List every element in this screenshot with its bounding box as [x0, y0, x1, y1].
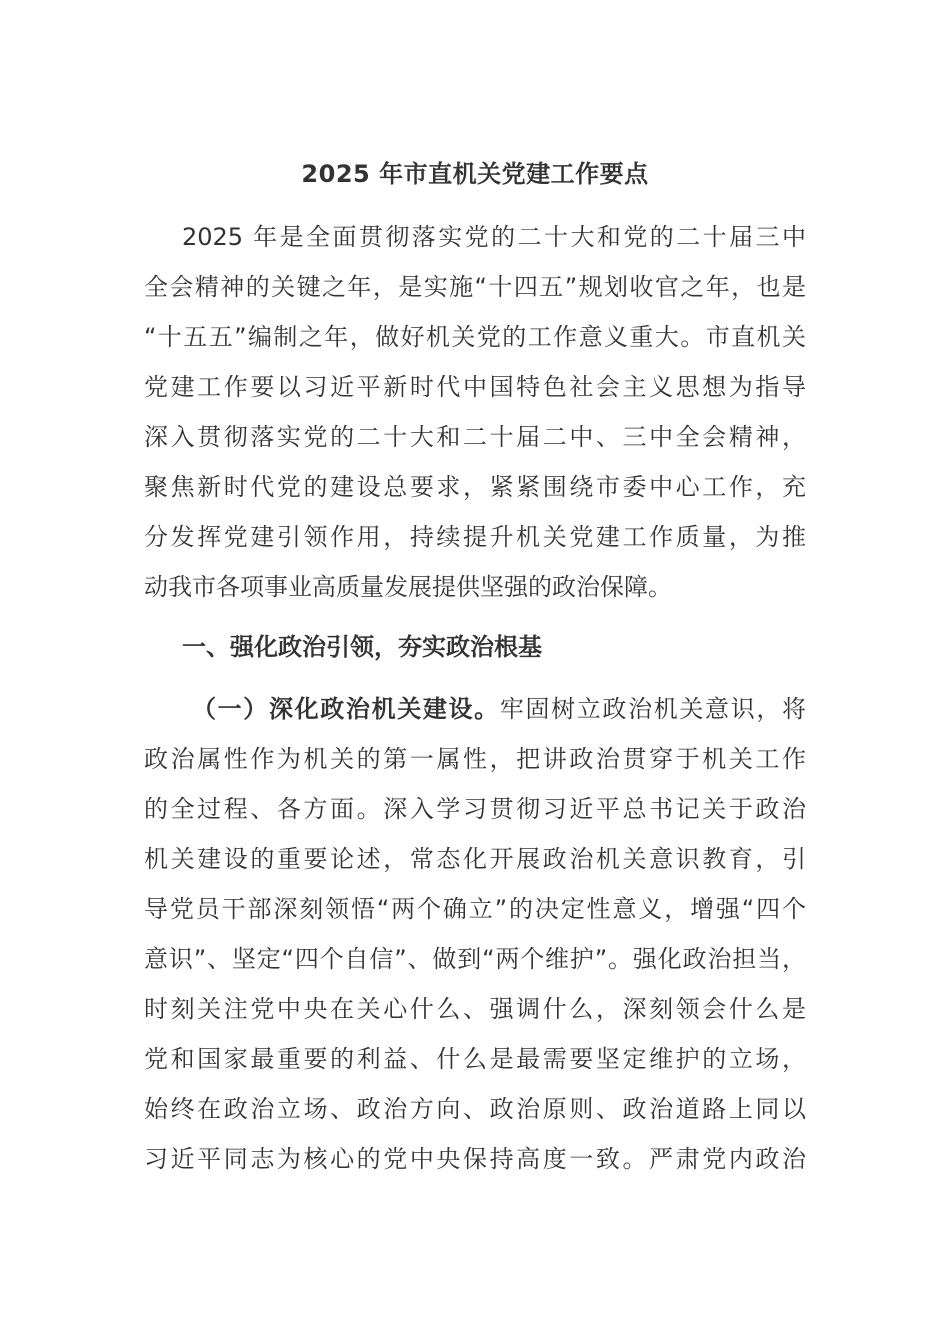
document-title: 2025 年市直机关党建工作要点 [301, 160, 649, 188]
body-line-3: 的全过程、各方面。深入学习贯彻习近平总书记关于政治 [144, 795, 806, 823]
body-line-9: 始终在政治立场、政治方向、政治原则、政治道路上同以 [144, 1095, 806, 1123]
body-line-7: 时刻关注党中央在关心什么、强调什么，深刻领会什么是 [144, 995, 806, 1023]
intro-line-7: 分发挥党建引领作用，持续提升机关党建工作质量，为推 [144, 523, 806, 551]
body-first-rest: 牢固树立政治机关意识，将 [499, 695, 806, 723]
body-line-6: 意识”、坚定“四个自信”、做到“两个维护”。强化政治担当， [144, 945, 806, 973]
sub-heading: （一）深化政治机关建设。 [192, 695, 500, 723]
intro-line-5: 深入贯彻落实党的二十大和二十届二中、三中全会精神， [144, 423, 806, 451]
intro-line-3: “十五五”编制之年，做好机关党的工作意义重大。市直机关 [144, 323, 806, 351]
body-line-10: 习近平同志为核心的党中央保持高度一致。严肃党内政治 [144, 1145, 806, 1173]
section-heading: 一、强化政治引领，夯实政治根基 [182, 633, 542, 661]
body-line-5: 导党员干部深刻领悟“两个确立”的决定性意义，增强“四个 [144, 895, 806, 923]
intro-line-8: 动我市各项事业高质量发展提供坚强的政治保障。 [144, 573, 672, 601]
body-line-4: 机关建设的重要论述，常态化开展政治机关意识教育，引 [144, 845, 806, 873]
body-line-8: 党和国家最重要的利益、什么是最需要坚定维护的立场， [144, 1045, 806, 1073]
intro-line-6: 聚焦新时代党的建设总要求，紧紧围绕市委中心工作，充 [144, 473, 806, 501]
intro-line-4: 党建工作要以习近平新时代中国特色社会主义思想为指导 [144, 373, 806, 401]
body-line-1 [192, 684, 806, 734]
intro-line-1: 2025 年是全面贯彻落实党的二十大和党的二十届三中 [182, 223, 806, 251]
intro-line-2: 全会精神的关键之年，是实施“十四五”规划收官之年，也是 [144, 273, 806, 301]
body-line-2: 政治属性作为机关的第一属性，把讲政治贯穿于机关工作 [144, 745, 806, 773]
